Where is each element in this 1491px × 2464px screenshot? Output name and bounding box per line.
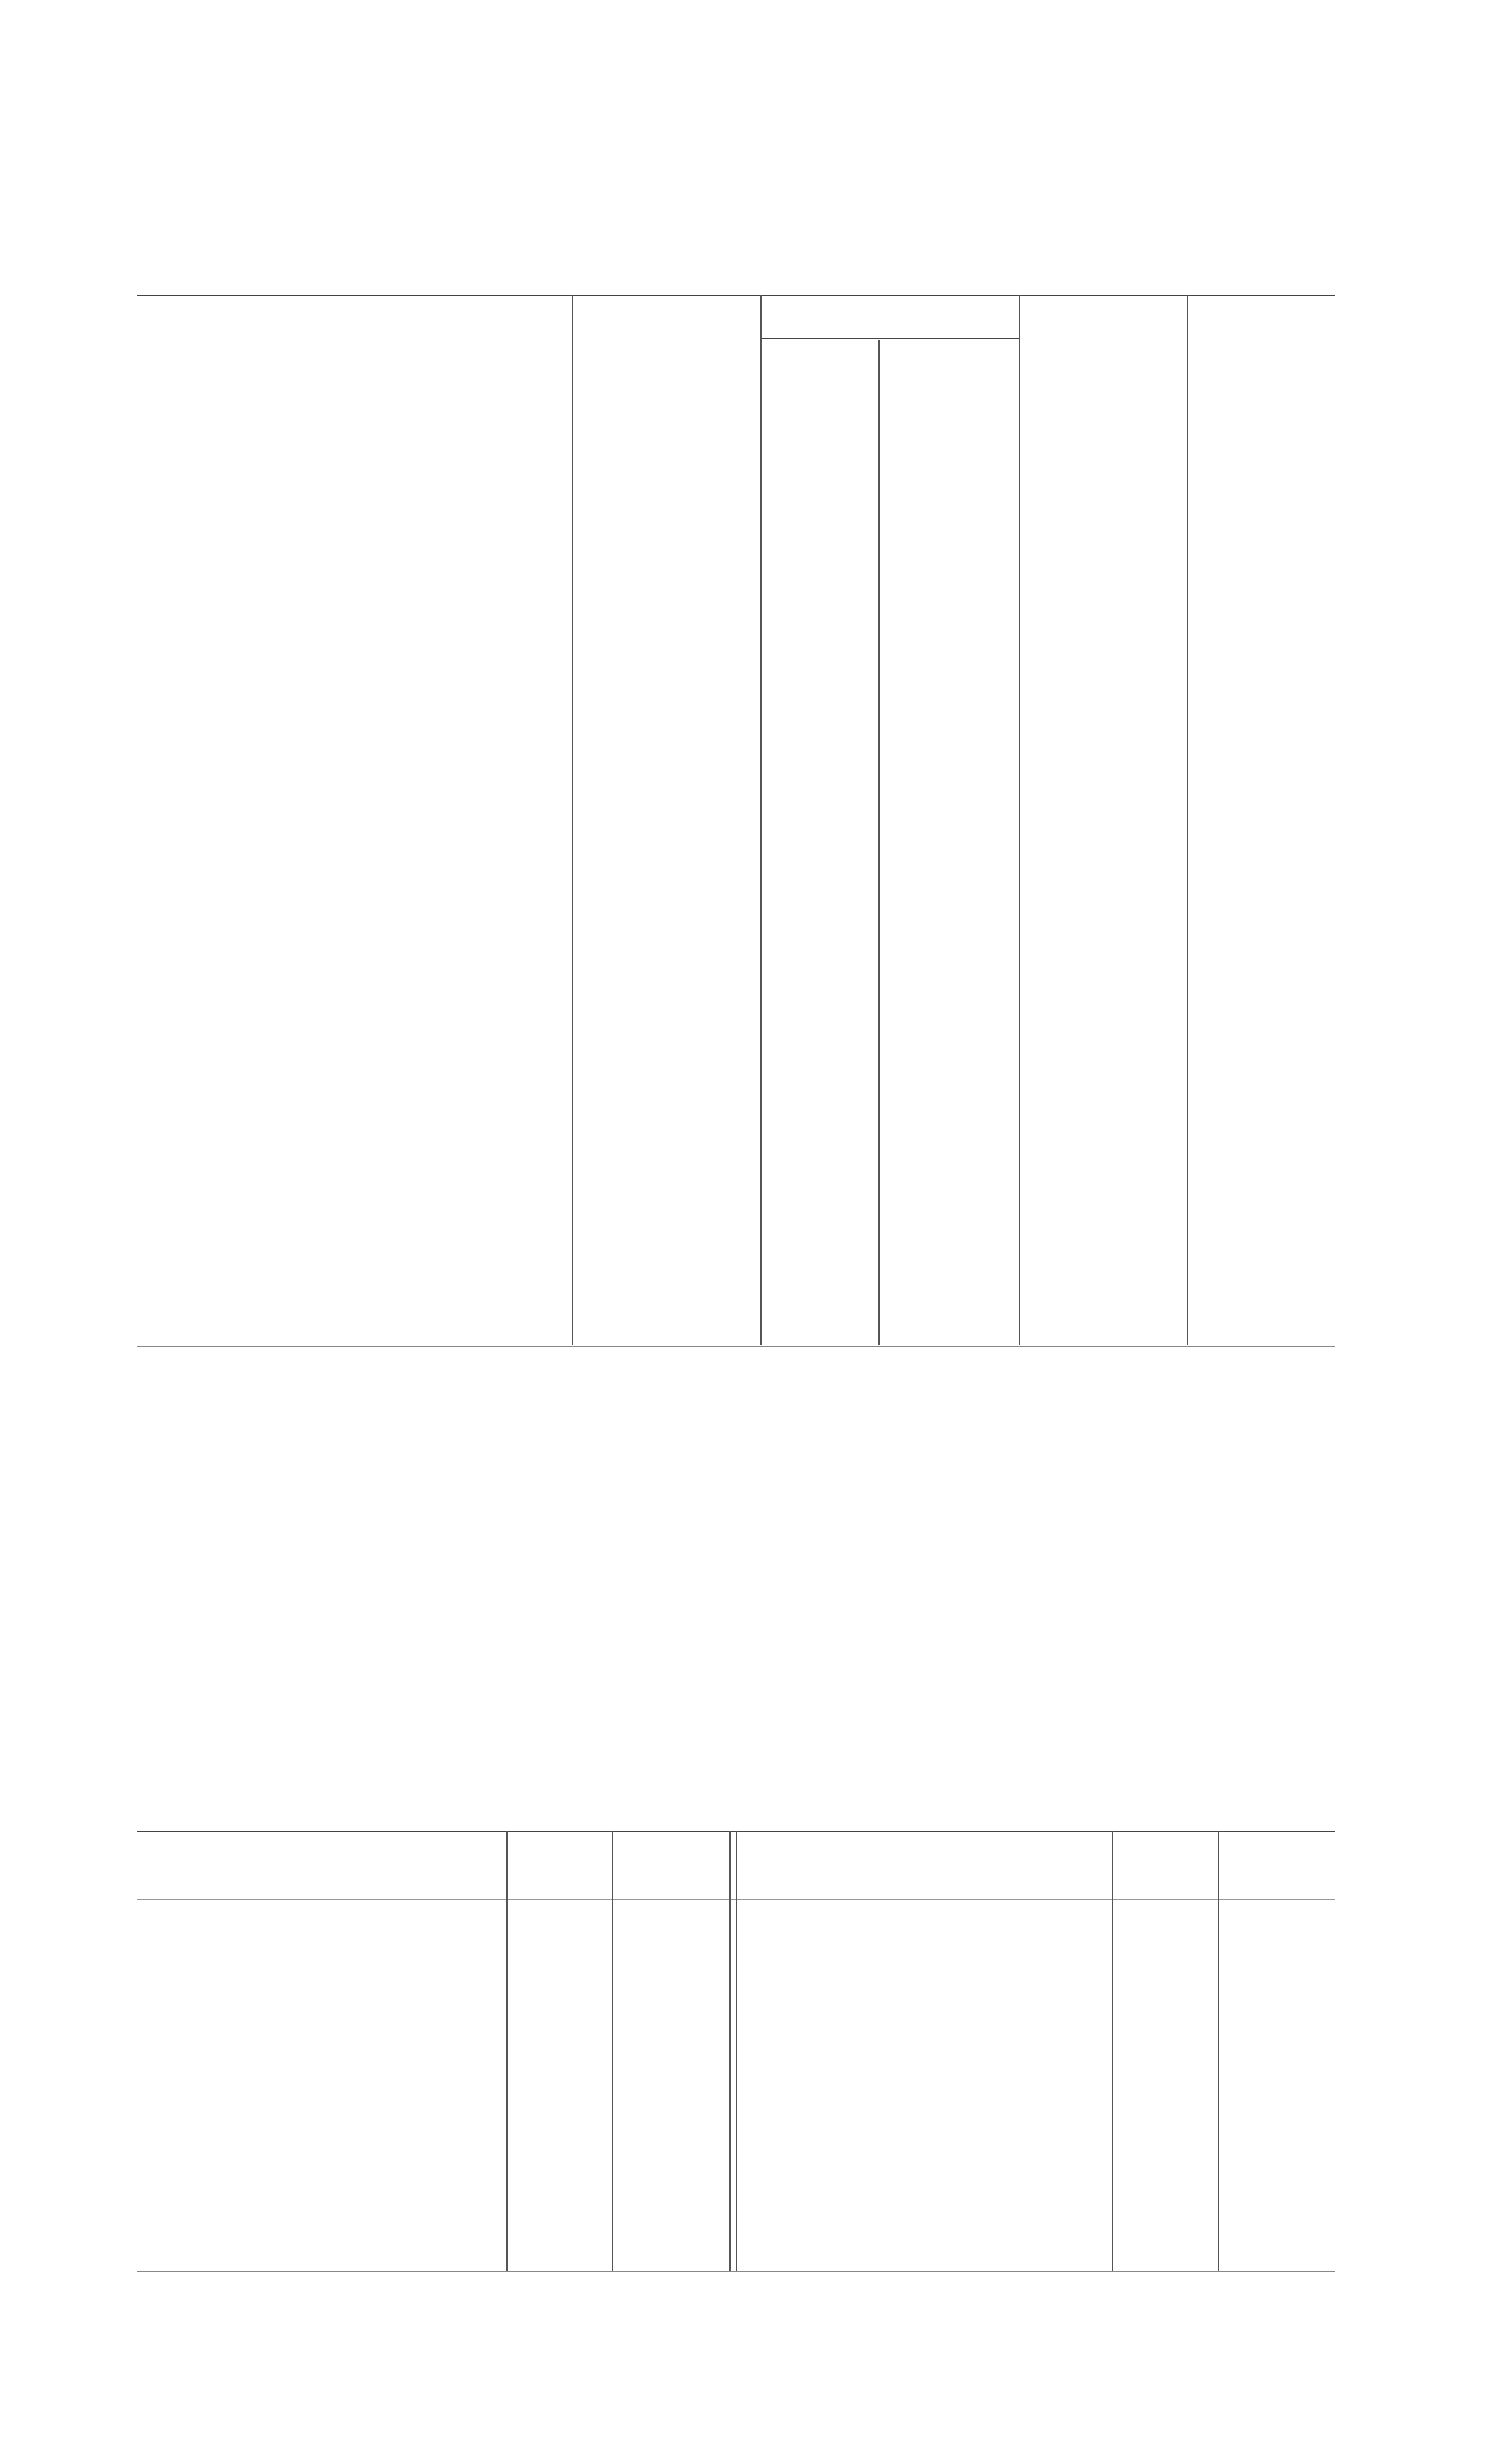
table-bottom-rule: [137, 1346, 1335, 1347]
fishing-center-double-divider: [729, 1831, 737, 2271]
col-divider-3: [878, 340, 880, 1345]
col-divider-5: [1187, 295, 1188, 1345]
col-divider-1: [572, 295, 573, 1345]
oil-subheader-rule: [762, 338, 1019, 339]
fishing-col-divider-5: [1218, 1831, 1219, 2271]
fishing-col-divider-1: [506, 1831, 508, 2271]
fishing-col-divider-2: [612, 1831, 613, 2271]
col-divider-2: [760, 295, 762, 1345]
table-top-rule: [137, 295, 1335, 296]
fishing-top-rule: [137, 1831, 1335, 1832]
col-divider-4: [1019, 295, 1020, 1345]
fishing-col-divider-4: [1112, 1831, 1113, 2271]
fishing-bottom-rule: [137, 2271, 1335, 2272]
fishing-header-rule: [137, 1899, 1335, 1900]
